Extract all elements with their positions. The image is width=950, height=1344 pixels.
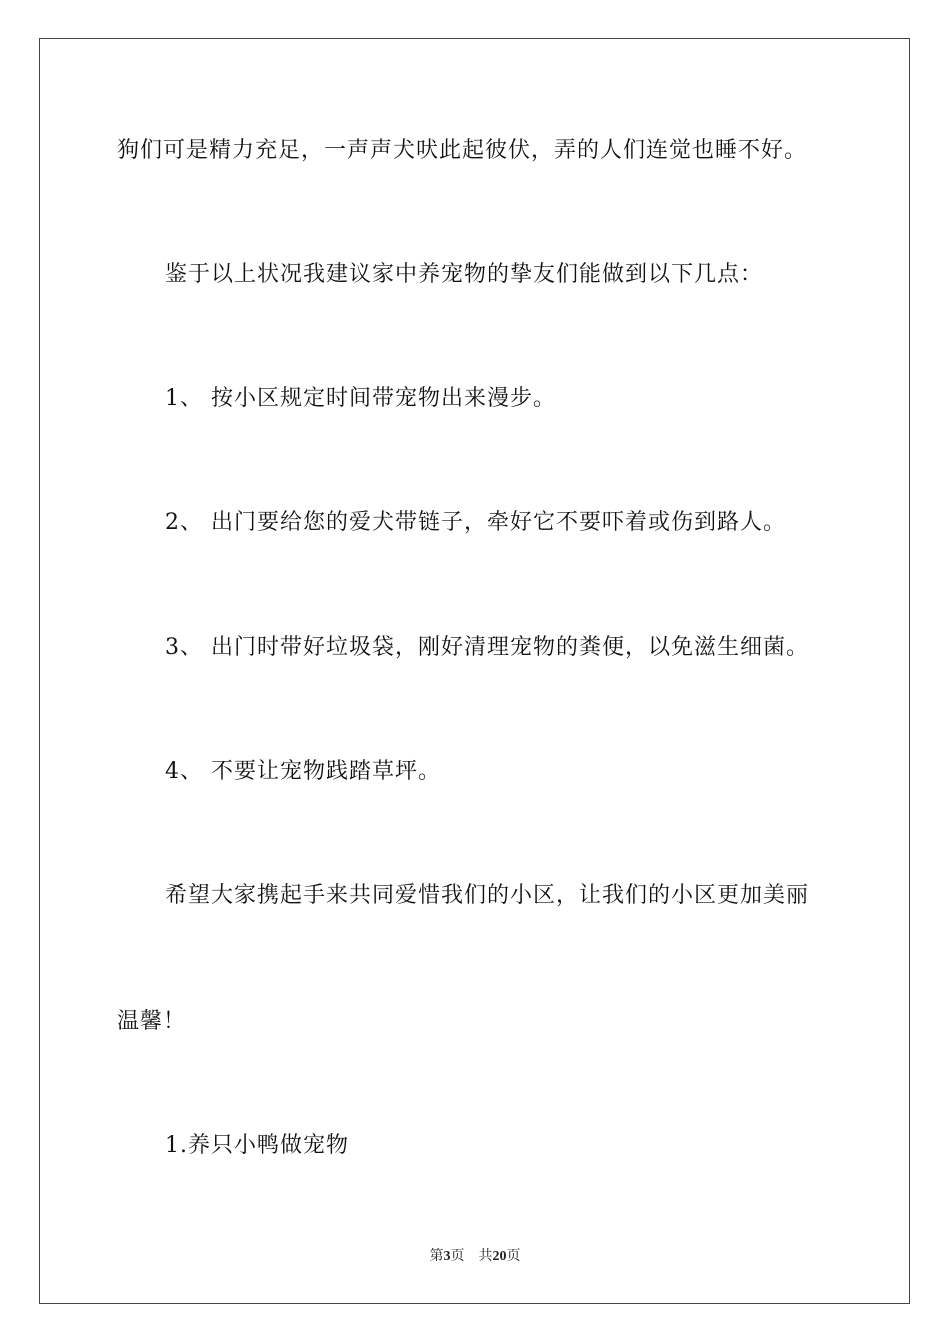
- footer-page-prefix: 第: [429, 1249, 444, 1264]
- footer-total-number: 20: [492, 1249, 507, 1264]
- list-item-3: 3、 出门时带好垃圾袋，刚好清理宠物的粪便，以免滋生细菌。: [165, 635, 809, 660]
- section-heading: 1.养只小鸭做宠物: [165, 1133, 349, 1158]
- list-item-1: 1、 按小区规定时间带宠物出来漫步。: [165, 386, 556, 411]
- paragraph-continuation: 狗们可是精力充足，一声声犬吠此起彼伏，弄的人们连觉也睡不好。: [117, 138, 808, 163]
- paragraph-closing: 希望大家携起手来共同爱惜我们的小区，让我们的小区更加美丽: [165, 883, 810, 908]
- list-item-4: 4、 不要让宠物践踏草坪。: [165, 759, 441, 784]
- footer-page-suffix: 页: [450, 1249, 465, 1264]
- paragraph-closing-continued: 温馨！: [117, 1009, 187, 1034]
- page-frame: [39, 38, 910, 1304]
- footer-total-prefix: 共: [478, 1249, 493, 1264]
- list-item-2: 2、 出门要给您的爱犬带链子，牵好它不要吓着或伤到路人。: [165, 510, 786, 535]
- page-footer: [0, 1248, 950, 1266]
- footer-total-suffix: 页: [506, 1249, 521, 1264]
- paragraph-suggestion-intro: 鉴于以上状况我建议家中养宠物的挚友们能做到以下几点：: [165, 262, 764, 287]
- footer-page-number: 3: [443, 1249, 451, 1264]
